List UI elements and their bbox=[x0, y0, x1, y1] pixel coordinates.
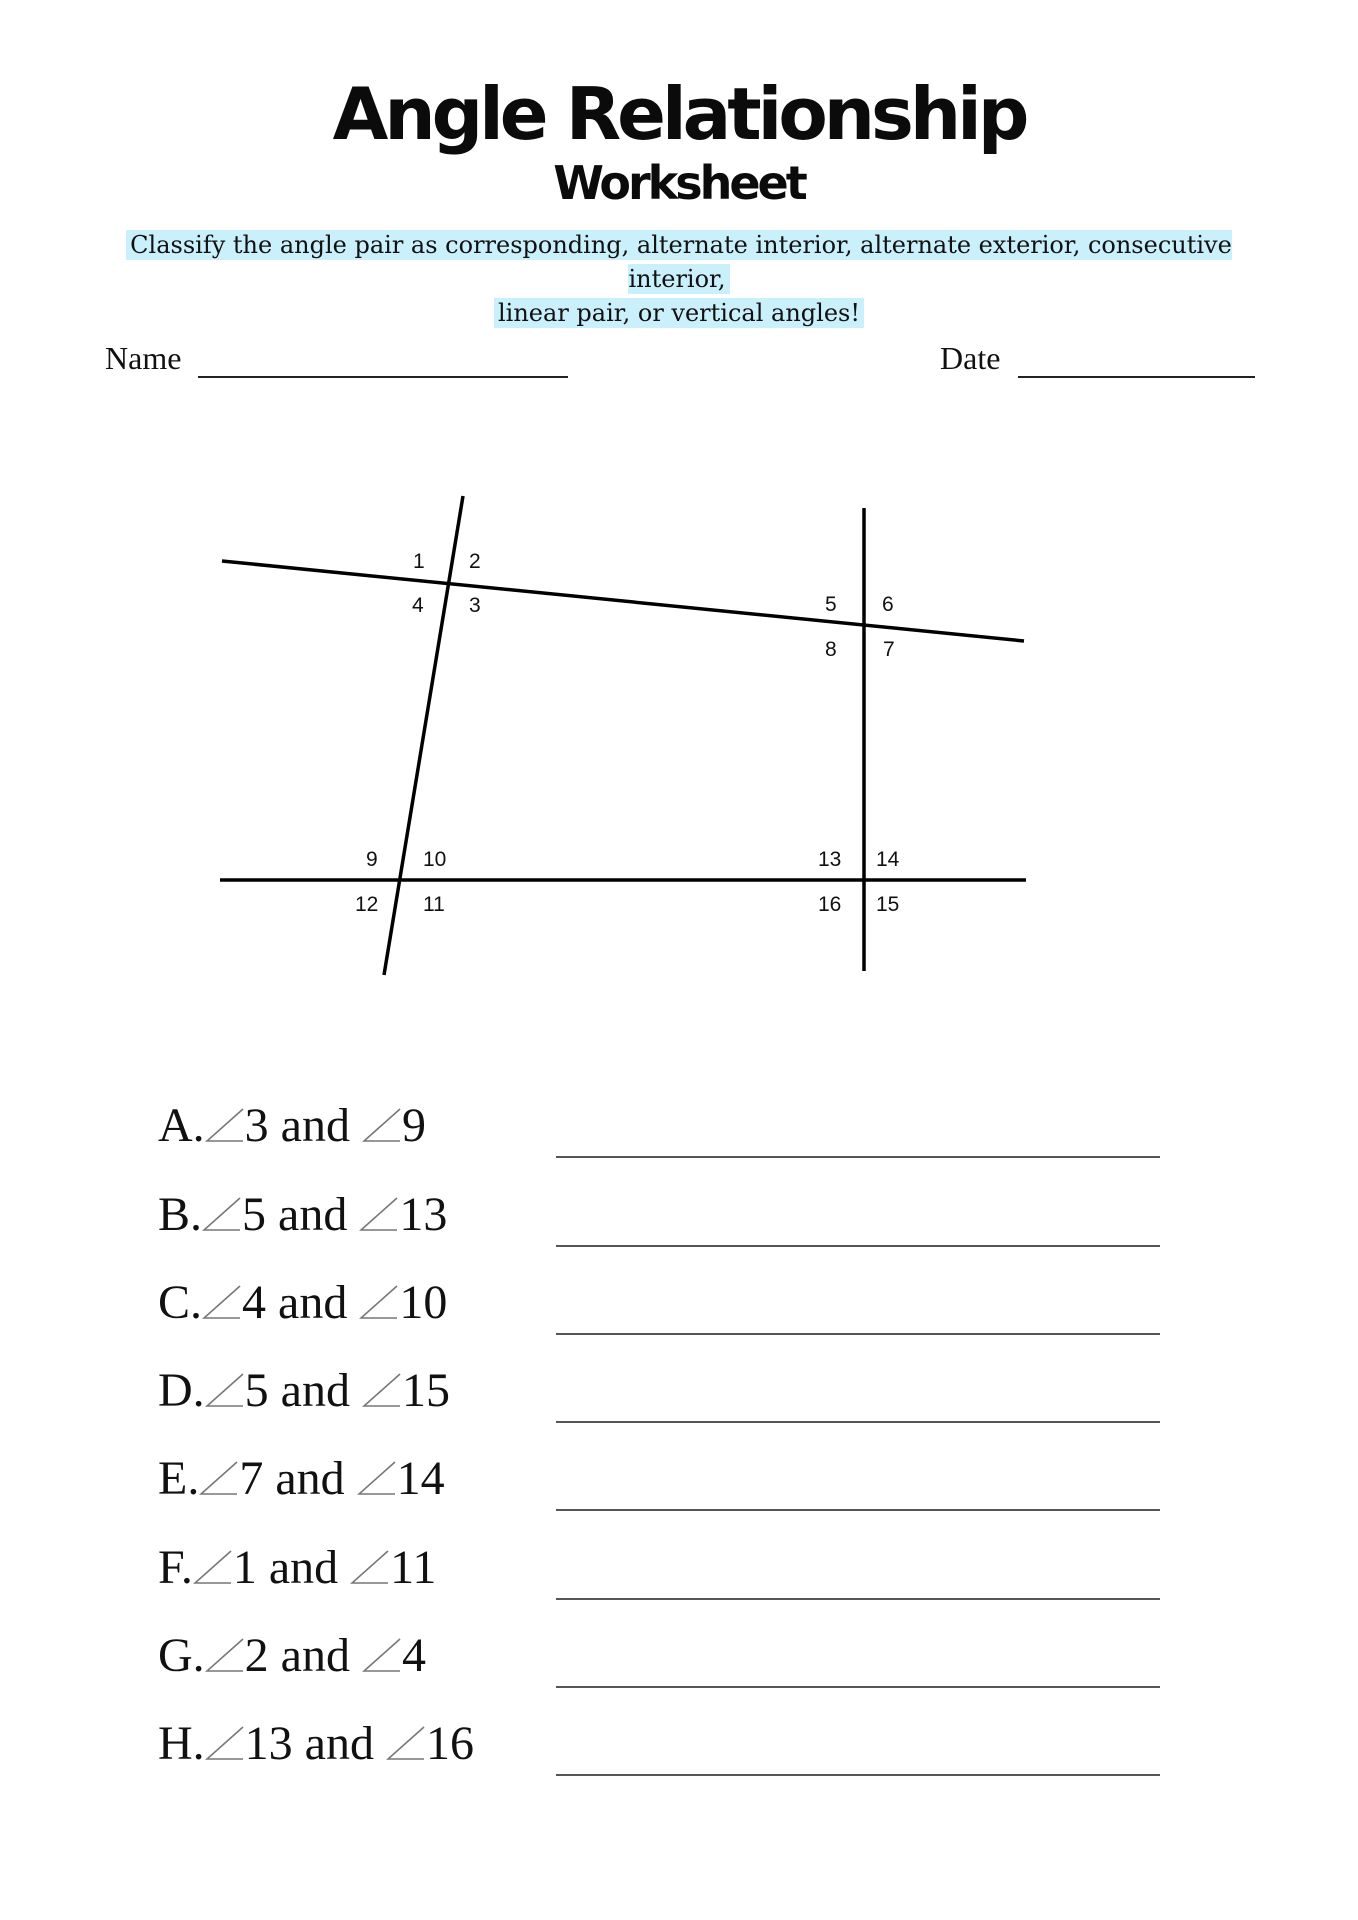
angle-icon bbox=[205, 1105, 245, 1145]
angle-label-9: 9 bbox=[366, 848, 378, 871]
question-letter: A. bbox=[158, 1099, 205, 1152]
angle-label-14: 14 bbox=[876, 848, 900, 871]
connector-text: and bbox=[275, 1452, 345, 1505]
answer-line[interactable] bbox=[556, 1333, 1160, 1335]
first-angle: 7 bbox=[239, 1452, 264, 1505]
second-angle: 16 bbox=[425, 1717, 474, 1770]
angle-label-6: 6 bbox=[882, 593, 894, 616]
instructions-line-2: linear pair, or vertical angles! bbox=[494, 298, 864, 328]
name-label: Name bbox=[105, 340, 182, 376]
angle-label-7: 7 bbox=[883, 638, 895, 661]
connector-text: and bbox=[278, 1276, 348, 1329]
answer-line[interactable] bbox=[556, 1509, 1160, 1511]
answer-line[interactable] bbox=[556, 1156, 1160, 1158]
connector-text: and bbox=[278, 1188, 348, 1241]
question-a bbox=[158, 1098, 426, 1154]
question-letter: G. bbox=[158, 1629, 205, 1682]
second-angle: 11 bbox=[390, 1541, 437, 1594]
first-angle: 4 bbox=[242, 1276, 267, 1329]
angle-icon bbox=[350, 1547, 390, 1587]
answer-line[interactable] bbox=[556, 1598, 1160, 1600]
angle-label-10: 10 bbox=[423, 848, 447, 871]
angle-icon bbox=[193, 1547, 233, 1587]
first-angle: 13 bbox=[244, 1717, 293, 1770]
angle-label-3: 3 bbox=[469, 594, 481, 617]
first-angle: 2 bbox=[244, 1629, 269, 1682]
question-g bbox=[158, 1628, 426, 1684]
first-angle: 5 bbox=[242, 1188, 267, 1241]
first-angle: 1 bbox=[232, 1541, 257, 1594]
connector-text: and bbox=[280, 1364, 350, 1417]
worksheet-subtitle: Worksheet bbox=[553, 156, 805, 210]
angle-icon bbox=[205, 1635, 245, 1675]
angle-icon bbox=[205, 1723, 245, 1763]
angle-icon bbox=[202, 1282, 242, 1322]
connector-text: and bbox=[280, 1099, 350, 1152]
question-c bbox=[158, 1275, 447, 1331]
angle-label-16: 16 bbox=[818, 893, 842, 916]
question-letter: D. bbox=[158, 1364, 205, 1417]
question-f bbox=[158, 1540, 436, 1596]
question-letter: E. bbox=[158, 1452, 200, 1505]
angle-label-4: 4 bbox=[412, 594, 424, 617]
question-letter: C. bbox=[158, 1276, 203, 1329]
angle-icon bbox=[359, 1282, 399, 1322]
second-angle: 4 bbox=[401, 1629, 426, 1682]
question-letter: H. bbox=[158, 1717, 205, 1770]
angle-icon bbox=[362, 1370, 402, 1410]
angle-label-8: 8 bbox=[825, 638, 837, 661]
angle-icon bbox=[357, 1458, 397, 1498]
angle-icon bbox=[362, 1635, 402, 1675]
connector-text: and bbox=[280, 1629, 350, 1682]
answer-line[interactable] bbox=[556, 1686, 1160, 1688]
first-angle: 3 bbox=[244, 1099, 269, 1152]
angle-label-2: 2 bbox=[469, 550, 481, 573]
second-angle: 10 bbox=[399, 1276, 448, 1329]
connector-text: and bbox=[268, 1541, 339, 1594]
question-d bbox=[158, 1363, 450, 1419]
angle-label-13: 13 bbox=[818, 848, 842, 871]
answer-line[interactable] bbox=[556, 1421, 1160, 1423]
instructions-line-1: Classify the angle pair as corresponding, alternate interior, alternate exterior, consecutive interior, bbox=[126, 230, 1232, 294]
second-angle: 15 bbox=[401, 1364, 450, 1417]
question-b bbox=[158, 1187, 447, 1243]
angle-icon bbox=[205, 1370, 245, 1410]
angle-icon bbox=[202, 1194, 242, 1234]
first-angle: 5 bbox=[244, 1364, 269, 1417]
angle-label-11: 11 bbox=[423, 893, 445, 916]
second-angle: 9 bbox=[401, 1099, 426, 1152]
angle-icon bbox=[359, 1194, 399, 1234]
question-e bbox=[158, 1451, 445, 1507]
top-line bbox=[222, 561, 1024, 641]
angle-icon bbox=[386, 1723, 426, 1763]
answer-line[interactable] bbox=[556, 1245, 1160, 1247]
angle-label-15: 15 bbox=[876, 893, 900, 916]
connector-text: and bbox=[304, 1717, 374, 1770]
answer-line[interactable] bbox=[556, 1774, 1160, 1776]
question-h bbox=[158, 1716, 474, 1772]
angle-label-12: 12 bbox=[355, 893, 379, 916]
angle-icon bbox=[199, 1458, 239, 1498]
angle-label-5: 5 bbox=[825, 593, 837, 616]
second-angle: 13 bbox=[399, 1188, 448, 1241]
second-angle: 14 bbox=[396, 1452, 445, 1505]
angle-icon bbox=[362, 1105, 402, 1145]
angle-label-1: 1 bbox=[413, 550, 425, 573]
worksheet-title: Angle Relationship bbox=[332, 72, 1026, 156]
date-label: Date bbox=[940, 340, 1001, 376]
question-letter: F. bbox=[158, 1541, 193, 1594]
question-letter: B. bbox=[158, 1188, 203, 1241]
